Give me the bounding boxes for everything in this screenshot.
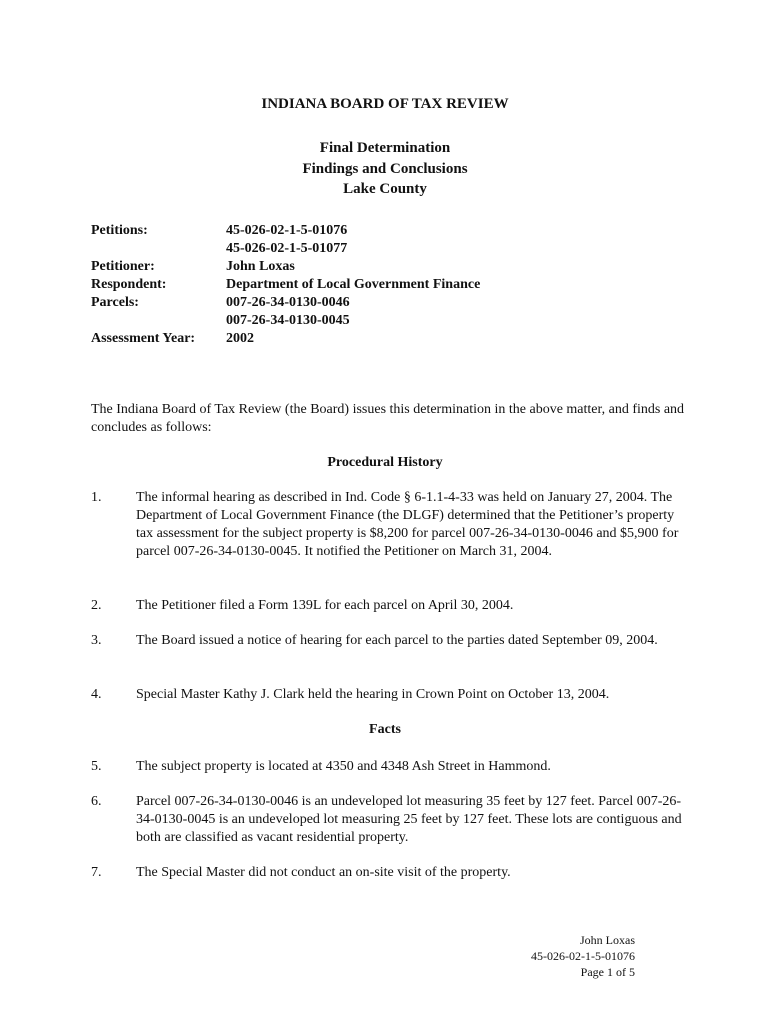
item-text: The subject property is located at 4350 and 4348 Ash Street in Hammond. bbox=[136, 759, 551, 774]
numbered-item bbox=[91, 489, 691, 561]
parcel-number: 007-26-34-0130-0046 bbox=[226, 295, 350, 310]
footer-petition: 45-026-02-1-5-01076 bbox=[531, 949, 635, 963]
petition-number: 45-026-02-1-5-01076 bbox=[226, 223, 348, 238]
item-number: 4. bbox=[91, 687, 102, 702]
petitions-label: Petitions: bbox=[91, 223, 148, 238]
document-subtitles bbox=[0, 138, 770, 200]
item-text: The Petitioner filed a Form 139L for each parcel on April 30, 2004. bbox=[136, 598, 514, 613]
numbered-item bbox=[91, 597, 691, 615]
subtitle-county: Lake County bbox=[343, 181, 427, 197]
item-text: The Board issued a notice of hearing for each parcel to the parties dated September 09, 2004. bbox=[136, 633, 658, 648]
intro-paragraph: The Indiana Board of Tax Review (the Board) issues this determination in the above matter, and finds and concludes as follows: bbox=[91, 402, 685, 435]
item-text: Special Master Kathy J. Clark held the hearing in Crown Point on October 13, 2004. bbox=[136, 687, 610, 702]
parcels-label: Parcels: bbox=[91, 295, 139, 310]
item-number: 6. bbox=[91, 794, 102, 809]
numbered-item bbox=[91, 632, 691, 650]
respondent-label: Respondent: bbox=[91, 277, 167, 292]
item-number: 7. bbox=[91, 865, 102, 880]
petitions-row-2 bbox=[91, 240, 691, 258]
parcels-row bbox=[91, 294, 691, 312]
parcel-number: 007-26-34-0130-0045 bbox=[226, 313, 350, 328]
document-title: INDIANA BOARD OF TAX REVIEW bbox=[261, 96, 509, 112]
procedural-history-heading: Procedural History bbox=[327, 455, 443, 470]
respondent-row bbox=[91, 276, 691, 294]
numbered-item bbox=[91, 793, 691, 847]
assessment-year-label: Assessment Year: bbox=[91, 331, 196, 346]
parcels-row-2 bbox=[91, 312, 691, 330]
item-text: Parcel 007-26-34-0130-0046 is an undeveloped lot measuring 35 feet by 127 feet. Parcel 007-26-34-0130-0045 is an undeveloped lot measuring 25 feet by 127 feet. These lots are contiguous and both are classified as vacant residential property. bbox=[136, 794, 682, 845]
numbered-item bbox=[91, 864, 691, 882]
item-text: The Special Master did not conduct an on-site visit of the property. bbox=[136, 865, 511, 880]
assessment-year-row bbox=[91, 330, 691, 348]
assessment-year-value: 2002 bbox=[226, 331, 254, 346]
case-info-block bbox=[91, 222, 691, 348]
item-number: 2. bbox=[91, 598, 102, 613]
numbered-item bbox=[91, 686, 691, 704]
item-number: 1. bbox=[91, 490, 102, 505]
petitioner-value: John Loxas bbox=[226, 259, 295, 274]
footer-page-number: Page 1 of 5 bbox=[580, 965, 635, 979]
subtitle-findings: Findings and Conclusions bbox=[302, 160, 468, 177]
item-text: The informal hearing as described in Ind. Code § 6-1.1-4-33 was held on January 27, 2004. The Department of Local Government Finance (the DLGF) determined that the Petitioner’s property tax assessment for the subject property is $8,200 for parcel 007-26-34-0130-0046 and $5,900 for parcel 007-26-34-0130-0045. It notified the Petitioner on March 31, 2004. bbox=[136, 490, 679, 559]
petitioner-label: Petitioner: bbox=[91, 259, 155, 274]
facts-heading: Facts bbox=[369, 722, 401, 737]
item-number: 5. bbox=[91, 759, 102, 774]
petition-number: 45-026-02-1-5-01077 bbox=[226, 241, 348, 256]
page-footer bbox=[531, 932, 635, 980]
respondent-value: Department of Local Government Finance bbox=[226, 277, 481, 292]
footer-name: John Loxas bbox=[580, 933, 635, 947]
subtitle-final-determination: Final Determination bbox=[319, 140, 451, 156]
petitioner-row bbox=[91, 258, 691, 276]
petitions-row bbox=[91, 222, 691, 240]
numbered-item bbox=[91, 758, 691, 776]
item-number: 3. bbox=[91, 633, 102, 648]
